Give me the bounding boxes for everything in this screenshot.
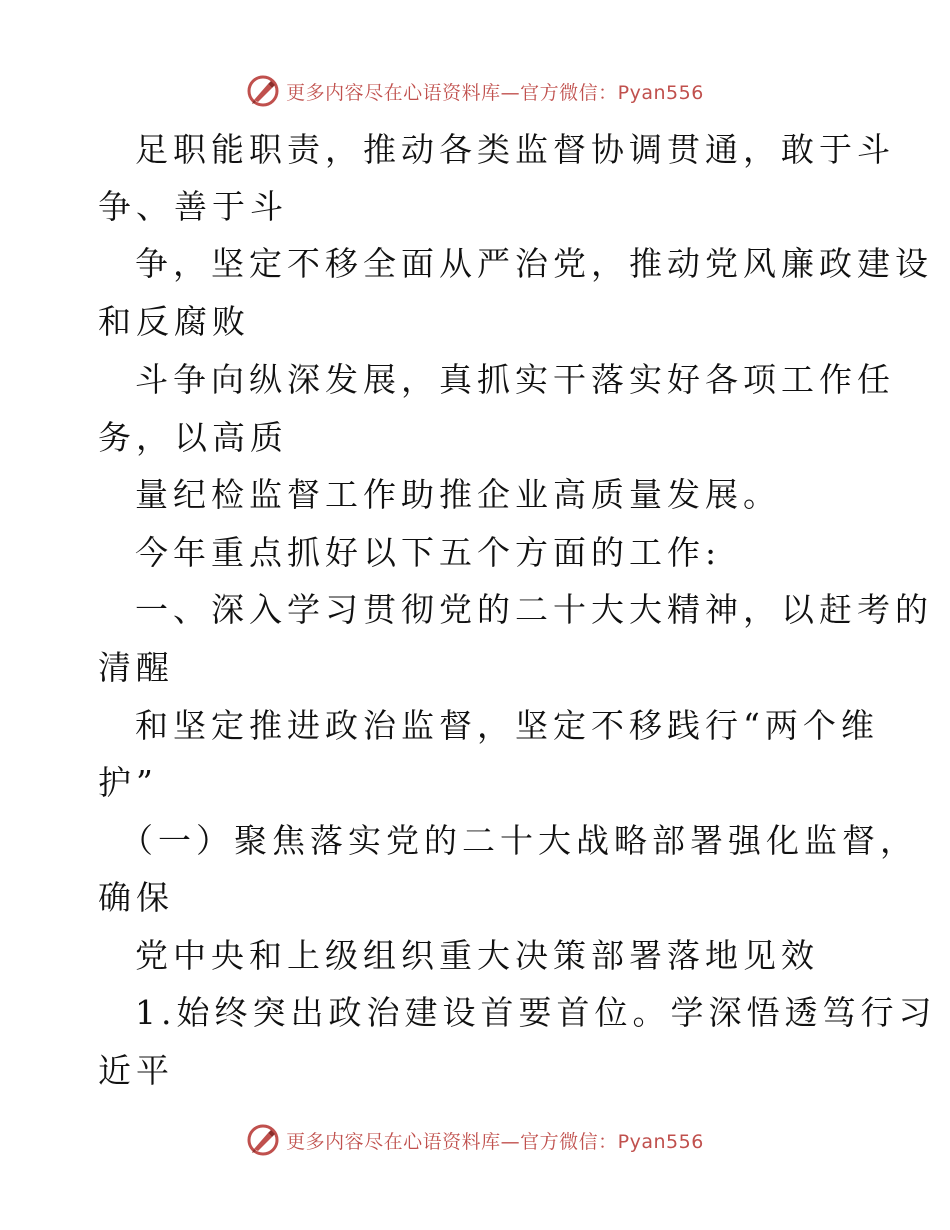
- page-footer: [0, 1120, 950, 1160]
- body-line: 争，坚定不移全面从严治党，推动党风廉政建设: [135, 244, 933, 283]
- body-line: 一、深入学习贯彻党的二十大大精神，以赶考的: [135, 590, 933, 629]
- body-line: 量纪检监督工作助推企业高质量发展。: [135, 475, 781, 514]
- body-line: 清醒: [98, 648, 174, 687]
- page-header: [0, 71, 950, 111]
- body-line: 斗争向纵深发展，真抓实干落实好各项工作任: [135, 360, 895, 399]
- header-watermark: [246, 74, 704, 108]
- body-line: 确保: [98, 878, 174, 917]
- footer-watermark: [246, 1123, 704, 1157]
- body-line: 近平: [98, 1051, 174, 1090]
- header-watermark-text: 更多内容尽在心语资料库—官方微信：Pyan556: [286, 81, 704, 104]
- body-line: 争、善于斗: [98, 187, 288, 226]
- body-line: 护”: [98, 763, 158, 802]
- body-line: 和坚定推进政治监督，坚定不移践行“两个维: [135, 706, 879, 745]
- body-line: 1.始终突出政治建设首要首位。学深悟透笃行习: [135, 993, 937, 1032]
- pen-logo-icon: [246, 74, 280, 108]
- pen-logo-icon: [246, 1123, 280, 1157]
- body-line: （一）聚焦落实党的二十大战略部署强化监督，: [120, 821, 918, 860]
- body-line: 和反腐败: [98, 302, 250, 341]
- body-line: 今年重点抓好以下五个方面的工作:: [135, 533, 722, 572]
- body-line: 足职能职责，推动各类监督协调贯通，敢于斗: [135, 130, 895, 169]
- body-line: 党中央和上级组织重大决策部署落地见效: [135, 936, 819, 975]
- footer-watermark-text: 更多内容尽在心语资料库—官方微信：Pyan556: [286, 1130, 704, 1153]
- body-line: 务，以高质: [98, 418, 288, 457]
